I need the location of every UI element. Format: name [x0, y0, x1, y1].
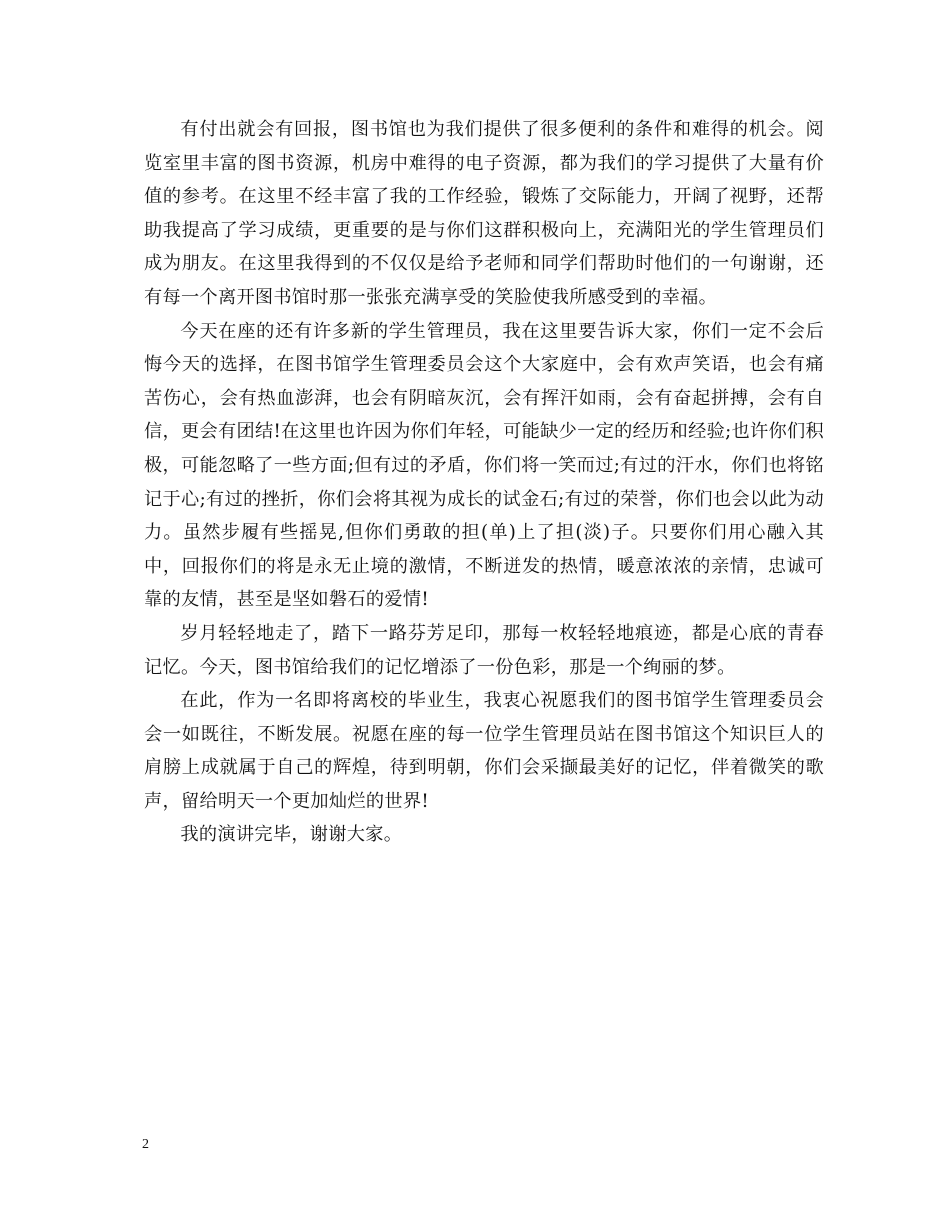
page-number: 2 [142, 1137, 149, 1152]
paragraph-3: 岁月轻轻地走了，踏下一路芬芳足印，那每一枚轻轻地痕迹，都是心底的青春记忆。今天，图书馆给我们的记忆增添了一份色彩，那是一个绚丽的梦。 [144, 622, 824, 678]
document-body [144, 113, 824, 852]
paragraph-2: 今天在座的还有许多新的学生管理员，我在这里要告诉大家，你们一定不会后悔今天的选择，在图书馆学生管理委员会这个大家庭中，会有欢声笑语，也会有痛苦伤心，会有热血澎湃，也会有阴暗灰沉，会有挥汗如雨，会有奋起拼搏，会有自信，更会有团结!在这里也许因为你们年轻，可能缺少一定的经历和经验;也许你们积极，可能忽略了一些方面;但有过的矛盾，你们将一笑而过;有过的汗水，你们也将铭记于心;有过的挫折，你们会将其视为成长的试金石;有过的荣誉，你们也会以此为动力。虽然步履有些摇晃,但你们勇敢的担(单)上了担(淡)子。只要你们用心融入其中，回报你们的将是永无止境的激情，不断迸发的热情，暖意浓浓的亲情，忠诚可靠的友情，甚至是坚如磐石的爱情! [144, 320, 824, 611]
paragraph-1: 有付出就会有回报，图书馆也为我们提供了很多便利的条件和难得的机会。阅览室里丰富的图书资源，机房中难得的电子资源，都为我们的学习提供了大量有价值的参考。在这里不经丰富了我的工作经验，锻炼了交际能力，开阔了视野，还帮助我提高了学习成绩，更重要的是与你们这群积极向上，充满阳光的学生管理员们成为朋友。在这里我得到的不仅仅是给予老师和同学们帮助时他们的一句谢谢，还有每一个离开图书馆时那一张张充满享受的笑脸使我所感受到的幸福。 [144, 119, 824, 308]
paragraph-5: 我的演讲完毕，谢谢大家。 [180, 824, 403, 846]
paragraph-4: 在此，作为一名即将离校的毕业生，我衷心祝愿我们的图书馆学生管理委员会会一如既往，不断发展。祝愿在座的每一位学生管理员站在图书馆这个知识巨人的肩膀上成就属于自己的辉煌，待到明朝，你们会采撷最美好的记忆，伴着微笑的歌声，留给明天一个更加灿烂的世界! [144, 690, 824, 812]
